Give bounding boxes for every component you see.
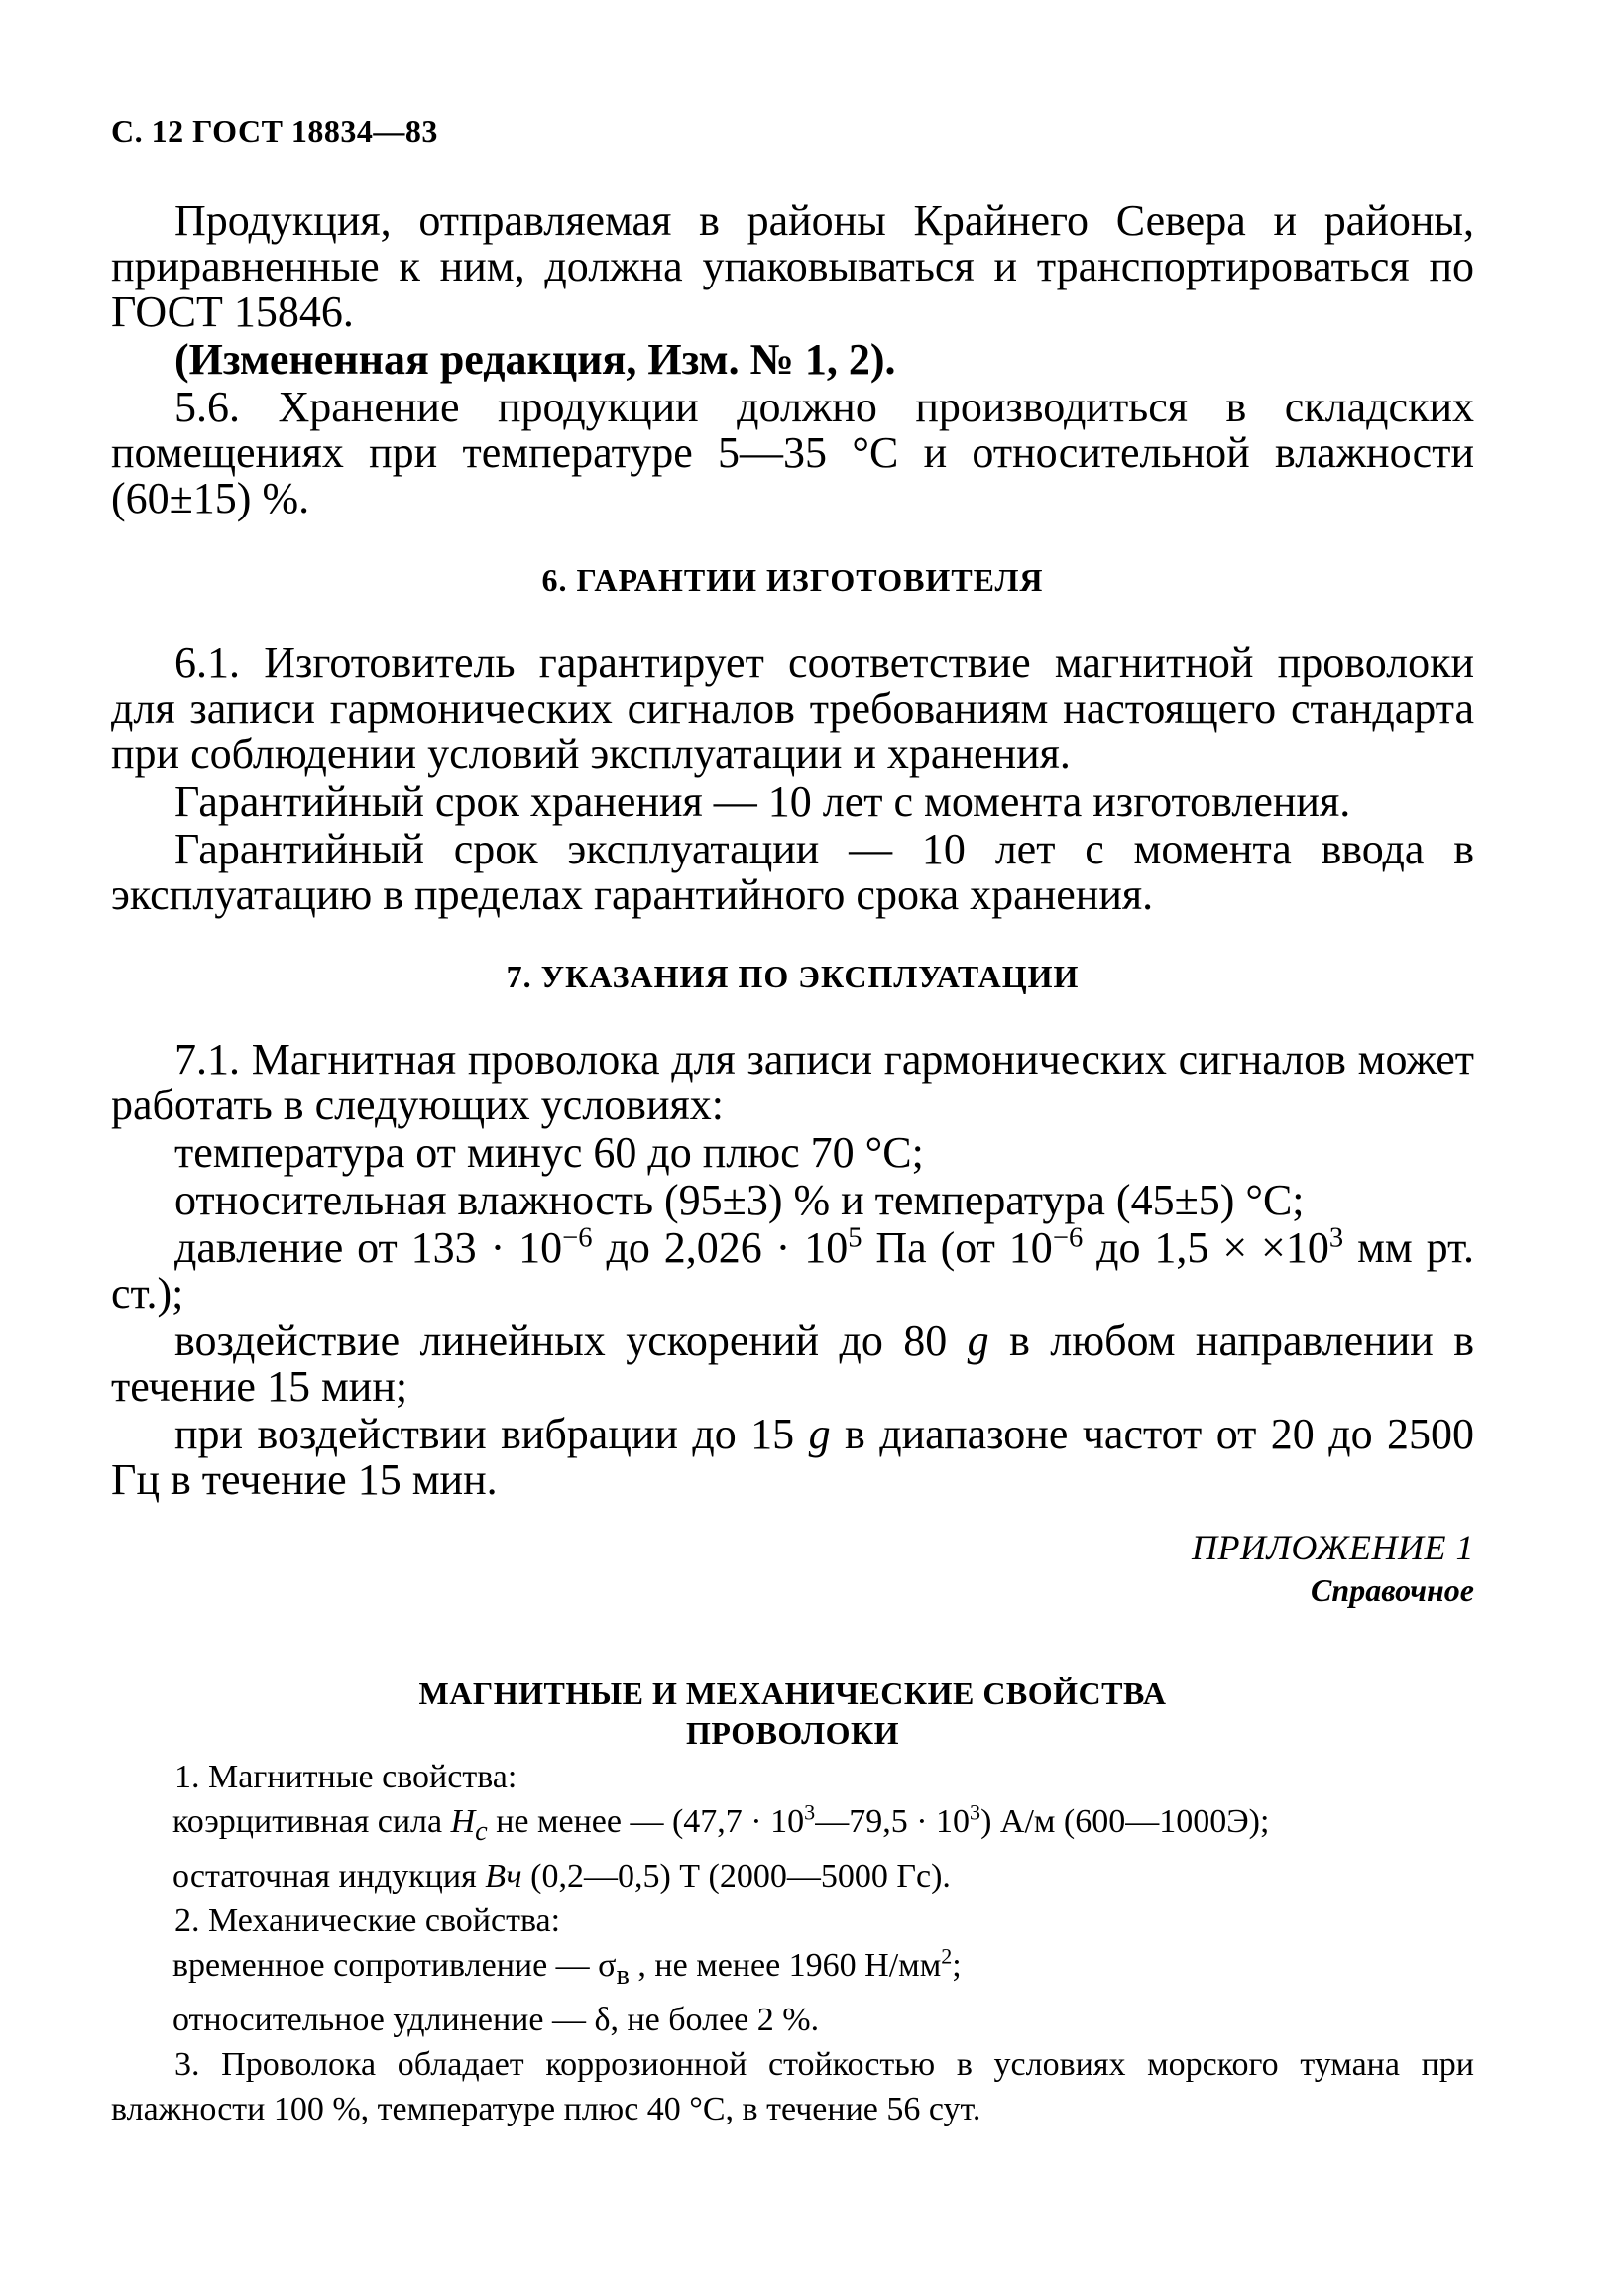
appendix-tensile-strength: временное сопротивление — $\sigma_в$ , не менее 1960 $Н/мм^2$; <box>172 1943 962 1991</box>
appendix-item-3: 3. Проволока обладает коррозионной стойкостью в условиях морского тумана при влажности 100 %, температуре плюс 40 °С, в течение 56 сут. <box>111 2045 1474 2127</box>
appendix-label-block <box>1192 1527 1474 1609</box>
paragraph-shipping: Продукция, отправляемая в районы Крайнего Севера и районы, приравненные к ним, должна упаковываться и транспортироваться по ГОСТ 15846. <box>111 196 1474 336</box>
appendix-elongation: относительное удлинение — δ, не более 2 %. <box>172 2001 820 2038</box>
page-header: С. 12 ГОСТ 18834—83 <box>111 113 438 149</box>
paragraph-7-1: 7.1. Магнитная проволока для записи гармонических сигналов может работать в следующих условиях: <box>111 1035 1474 1129</box>
appendix-item-1: 1. Магнитные свойства: <box>174 1759 517 1795</box>
condition-acceleration: воздействие линейных ускорений до 80 g в любом направлении в течение 15 мин; <box>111 1317 1474 1411</box>
appendix-label: ПРИЛОЖЕНИЕ 1 <box>1192 1528 1474 1567</box>
paragraph-5-6: 5.6. Хранение продукции должно производиться в складских помещениях при температуре 5—35 °С и относительной влажности (60±15) %. <box>111 383 1474 522</box>
condition-vibration: при воздействии вибрации до 15 g в диапазоне частот от 20 до 2500 Гц в течение 15 мин. <box>111 1410 1474 1504</box>
storage-warranty: Гарантийный срок хранения — 10 лет с момента изготовления. <box>174 777 1351 826</box>
operation-warranty: Гарантийный срок эксплуатации — 10 лет с момента ввода в эксплуатацию в пределах гарантийного срока хранения. <box>111 825 1474 919</box>
appendix-item-2: 2. Механические свойства: <box>174 1901 561 1939</box>
section-6-heading: 6. ГАРАНТИИ ИЗГОТОВИТЕЛЯ <box>541 562 1044 598</box>
section-7-heading: 7. УКАЗАНИЯ ПО ЭКСПЛУАТАЦИИ <box>506 959 1080 994</box>
appendix-type: Справочное <box>1311 1572 1474 1608</box>
condition-temperature: температура от минус 60 до плюс 70 °С; <box>174 1128 924 1177</box>
condition-pressure: давление от $133 \cdot 10^{-6}$ до $2,026 \cdot 10^5$ Па (от $10^{-6}$ до $1,5 \times \times 10^3$ мм рт. ст.); <box>111 1222 1474 1318</box>
main-text <box>111 198 1474 1503</box>
appendix-coercive-force: коэрцитивная сила $H_c$ не менее — $(47,7 \cdot 10^3—79,5 \cdot 10^3)$ А/м (600—1000Э); <box>172 1799 1270 1847</box>
appendix-title-line-1: МАГНИТНЫЕ И МЕХАНИЧЕСКИЕ СВОЙСТВА <box>418 1675 1167 1711</box>
appendix-remanence: остаточная индукция Вч (0,2—0,5) Т (2000—5000 Гс). <box>172 1857 951 1894</box>
condition-humidity: относительная влажность (95±3) % и температура (45±5) °С; <box>174 1176 1305 1224</box>
change-note: (Измененная редакция, Изм. № 1, 2). <box>174 335 896 384</box>
appendix-title <box>111 1673 1474 1753</box>
paragraph-6-1: 6.1. Изготовитель гарантирует соответствие магнитной проволоки для записи гармонических сигналов требованиям настоящего стандарта при соблюдении условий эксплуатации и хранения. <box>111 638 1474 778</box>
appendix-body <box>111 1755 1474 2131</box>
appendix-title-line-2: ПРОВОЛОКИ <box>685 1715 900 1751</box>
